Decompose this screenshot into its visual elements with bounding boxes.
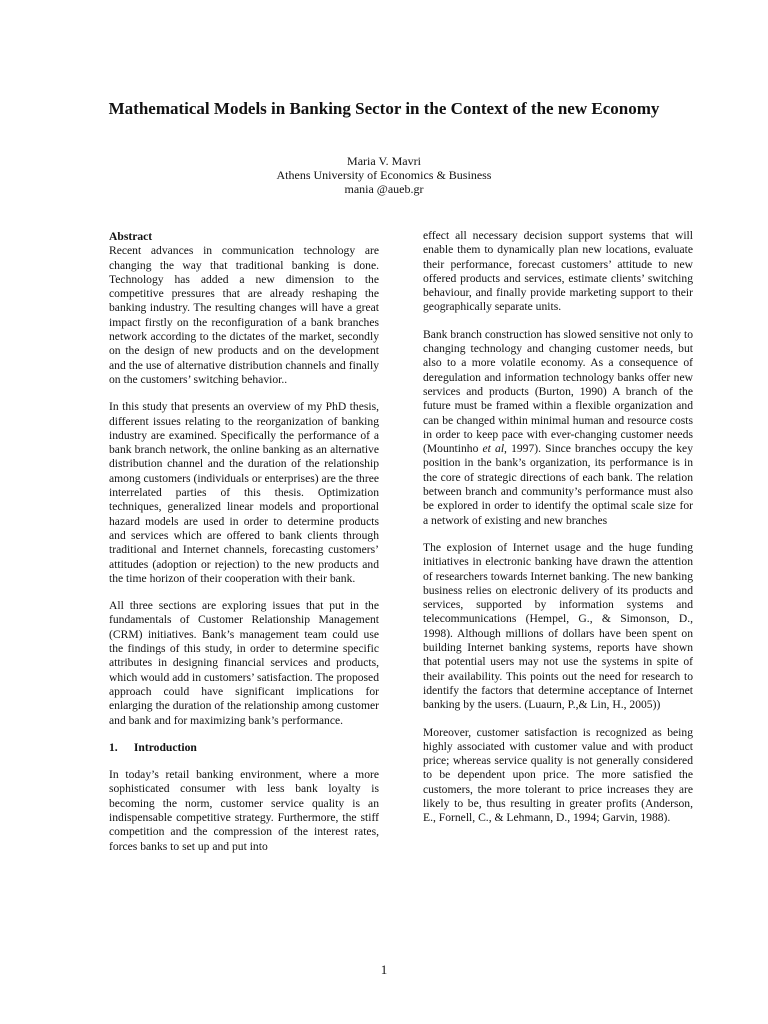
right-paragraph-1: effect all necessary decision support systems that will enable them to dynamically plan new locations, evaluate their performance, forecast customers’ attitude to new offered products and services, estimate clients’ switching behaviour, and finally provide marketing support to their geographically separate units. [423, 229, 693, 314]
abstract-paragraph-1: Recent advances in communication technology are changing the way that traditional banking is done. Technology has added a new dimension to the competitive pressures that are already reshaping the banking industry. The resulting changes will have a great impact firstly on the reconfiguration of a bank branches network according to the dictates of the market, secondly on the design of new products and on the development and the use of alternative distribution channels and finally on the customers’ switching behavior.. [109, 244, 379, 386]
right-paragraph-2 [423, 328, 693, 528]
abstract-paragraph-3: All three sections are exploring issues that put in the fundamentals of Customer Relationship Management (CRM) initiatives. Bank’s management team could use the findings of this study, in order to determine specific attributes in designing financial services and products, which would add in customers’ satisfaction. The proposed approach could have significant implications for enlarging the duration of the relationship among customer and bank and for maximizing bank’s performance. [109, 599, 379, 727]
paper-title: Mathematical Models in Banking Sector in the Context of the new Economy [108, 99, 660, 118]
author-affiliation: Athens University of Economics & Business [276, 168, 492, 182]
citation-et-al: et al [482, 442, 505, 456]
right-paragraph-4: Moreover, customer satisfaction is recognized as being highly associated with customer value and with product price; whereas service quality is not generally considered to be dependent upon price. The more satisfied the customers, the more tolerant to price increases they are likely to be, thus resulting in greater profits (Anderson, E., Fornell, C., & Lehmann, D., 1994; Garvin, 1988). [423, 725, 693, 825]
author-name: Maria V. Mavri [347, 154, 421, 168]
left-column [109, 230, 379, 867]
author-email: mania @aueb.gr [344, 182, 424, 196]
introduction-paragraph: In today’s retail banking environment, where a more sophisticated consumer with less bank loyalty is becoming the norm, customer service quality is an indispensable competitive strategy. Furthermore, the stiff competition and the compression of the interest rates, forces banks to set up and put into [109, 768, 379, 853]
right-paragraph-2-part-a: Bank branch construction has slowed sensitive not only to changing technology and changing customer needs, but also to a more volatile economy. As a consequence of deregulation and information technology banks offer new services and products (Burton, 1990) A branch of the future must be framed within a flexible organization and can be changed within minimal human and resource costs in order to keep pace with ever-changing customer needs (Mountinho [423, 327, 693, 456]
right-paragraph-2-part-b: , 1997). Since branches occupy the key position in the bank’s organization, its performance is in the core of strategic directions of each bank. The relation between branch and community’s performance must also be explored in order to identify the optimal scale size for a network of existing and new branches [423, 442, 693, 527]
right-paragraph-3: The explosion of Internet usage and the huge funding initiatives in electronic banking have drawn the attention of researchers towards Internet banking. The new banking business relies on electronic delivery of its products and services, supported by information systems and telecommunications (Hempel, G., & Simonson, D., 1998). Although millions of dollars have been spent on building Internet banking systems, reports have shown that potential users may not use the systems in spite of their availability. This points out the need for research to identify the factors that determine acceptance of Internet banking by the users. (Luaurn, P.,& Lin, H., 2005)) [423, 540, 693, 712]
right-column [423, 229, 693, 839]
page-number: 1 [380, 962, 388, 977]
abstract-heading: Abstract [109, 230, 153, 243]
author-block [100, 154, 668, 196]
section-title: Introduction [133, 740, 197, 754]
abstract-paragraph-2: In this study that presents an overview of my PhD thesis, different issues relating to the reorganization of banking industry are examined. Specifically the performance of a bank branch network, the online banking as an alternative distribution channel and the duration of the relationship among customers (individuals or enterprises) are the three interrelated parties of this thesis. Optimization techniques, generalized linear models and proportional hazard models are used in order to determine products and services which are offered to bank clients through traditional and Internet channels, forecasting customers’ attitudes (adoption or rejection) to the new products and the time horizon of their cooperation with their bank. [109, 400, 379, 585]
introduction-heading [109, 741, 379, 755]
section-number: 1. [109, 740, 118, 754]
